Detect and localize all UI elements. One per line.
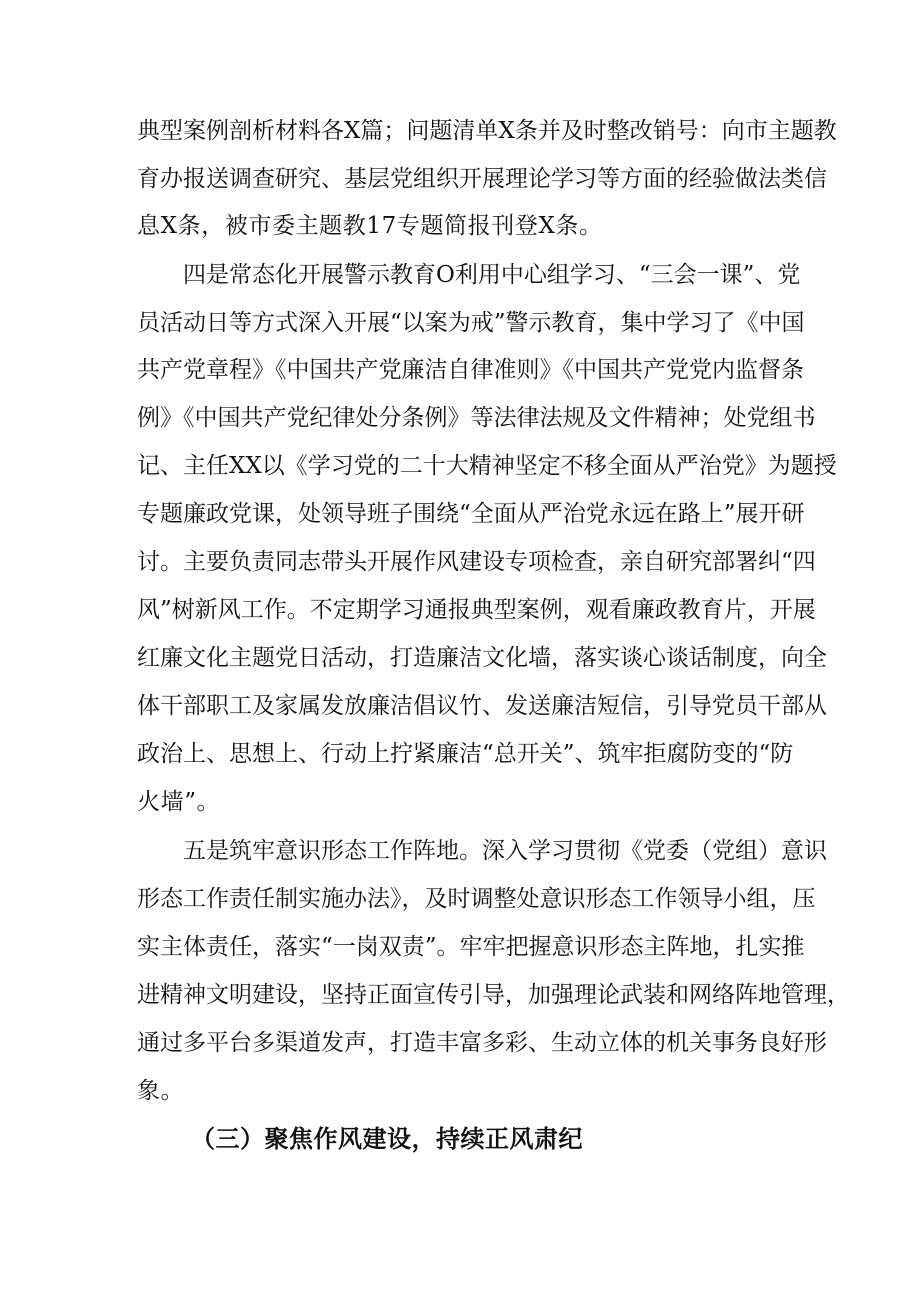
- paragraph-3-line-2: 形态工作责任制实施办法》，及时调整处意识形态工作领导小组，压: [137, 886, 816, 912]
- paragraph-1-line-3: 息X条，被市委主题教17专题简报刊登X条。: [137, 213, 603, 239]
- paragraph-2-line-10: 体干部职工及家属发放廉洁倡议竹、发送廉洁短信，引导党员干部从: [137, 693, 827, 719]
- paragraph-1-line-2: 育办报送调查研究、基层党组织开展理论学习等方面的经验做法类信: [137, 166, 827, 192]
- paragraph-2-line-3: 共产党章程》《中国共产党廉洁自律准则》《中国共产党党内监督条: [137, 357, 804, 383]
- paragraph-2-line-7: 讨。主要负责同志带头开展作风建设专项检查，亲自研究部署纠“四: [137, 549, 816, 575]
- paragraph-2-line-6: 专题廉政党课，处领导班子围绕“全面从严治党永远在路上”展开研: [137, 501, 805, 527]
- paragraph-3-line-4: 进精神文明建设，坚持正面宣传引导，加强理论武装和网络阵地管理，: [137, 982, 850, 1008]
- section-heading: （三）聚焦作风建设，持续正风肃纪: [191, 1125, 583, 1153]
- paragraph-2-line-9: 红廉文化主题党日活动，打造廉洁文化墙，落实谈心谈话制度，向全: [137, 645, 827, 671]
- paragraph-2-line-11: 政治上、思想上、行动上拧紧廉洁“总开关”、筑牢拒腐防变的“防: [137, 741, 794, 767]
- paragraph-2-line-4: 例》《中国共产党纪律处分条例》等法律法规及文件精神；处党组书: [137, 405, 816, 431]
- paragraph-3-line-6: 象。: [137, 1078, 185, 1104]
- paragraph-2-line-8: 风”树新风工作。不定期学习通报典型案例，观看廉政教育片，开展: [137, 597, 816, 623]
- paragraph-2-line-2: 员活动日等方式深入开展“以案为戒”警示教育，集中学习了《中国: [137, 310, 805, 336]
- paragraph-2-line-1: 四是常态化开展警示教育O利用中心组学习、“三会一课”、党: [183, 262, 801, 288]
- paragraph-3-line-1: 五是筑牢意识形态工作阵地。深入学习贯彻《党委（党组）意识: [183, 838, 827, 864]
- paragraph-3-line-3: 实主体责任，落实“一岗双责”。牢牢把握意识形态主阵地，扎实推: [137, 934, 805, 960]
- paragraph-2-line-12: 火墙”。: [137, 789, 221, 815]
- paragraph-1-line-1: 典型案例剖析材料各X篇；问题清单X条并及时整改销号：向市主题教: [137, 118, 837, 144]
- paragraph-2-line-5: 记、主任XX以《学习党的二十大精神坚定不移全面从严治党》为题授: [137, 453, 837, 479]
- paragraph-3-line-5: 通过多平台多渠道发声，打造丰富多彩、生动立体的机关事务良好形: [137, 1030, 827, 1056]
